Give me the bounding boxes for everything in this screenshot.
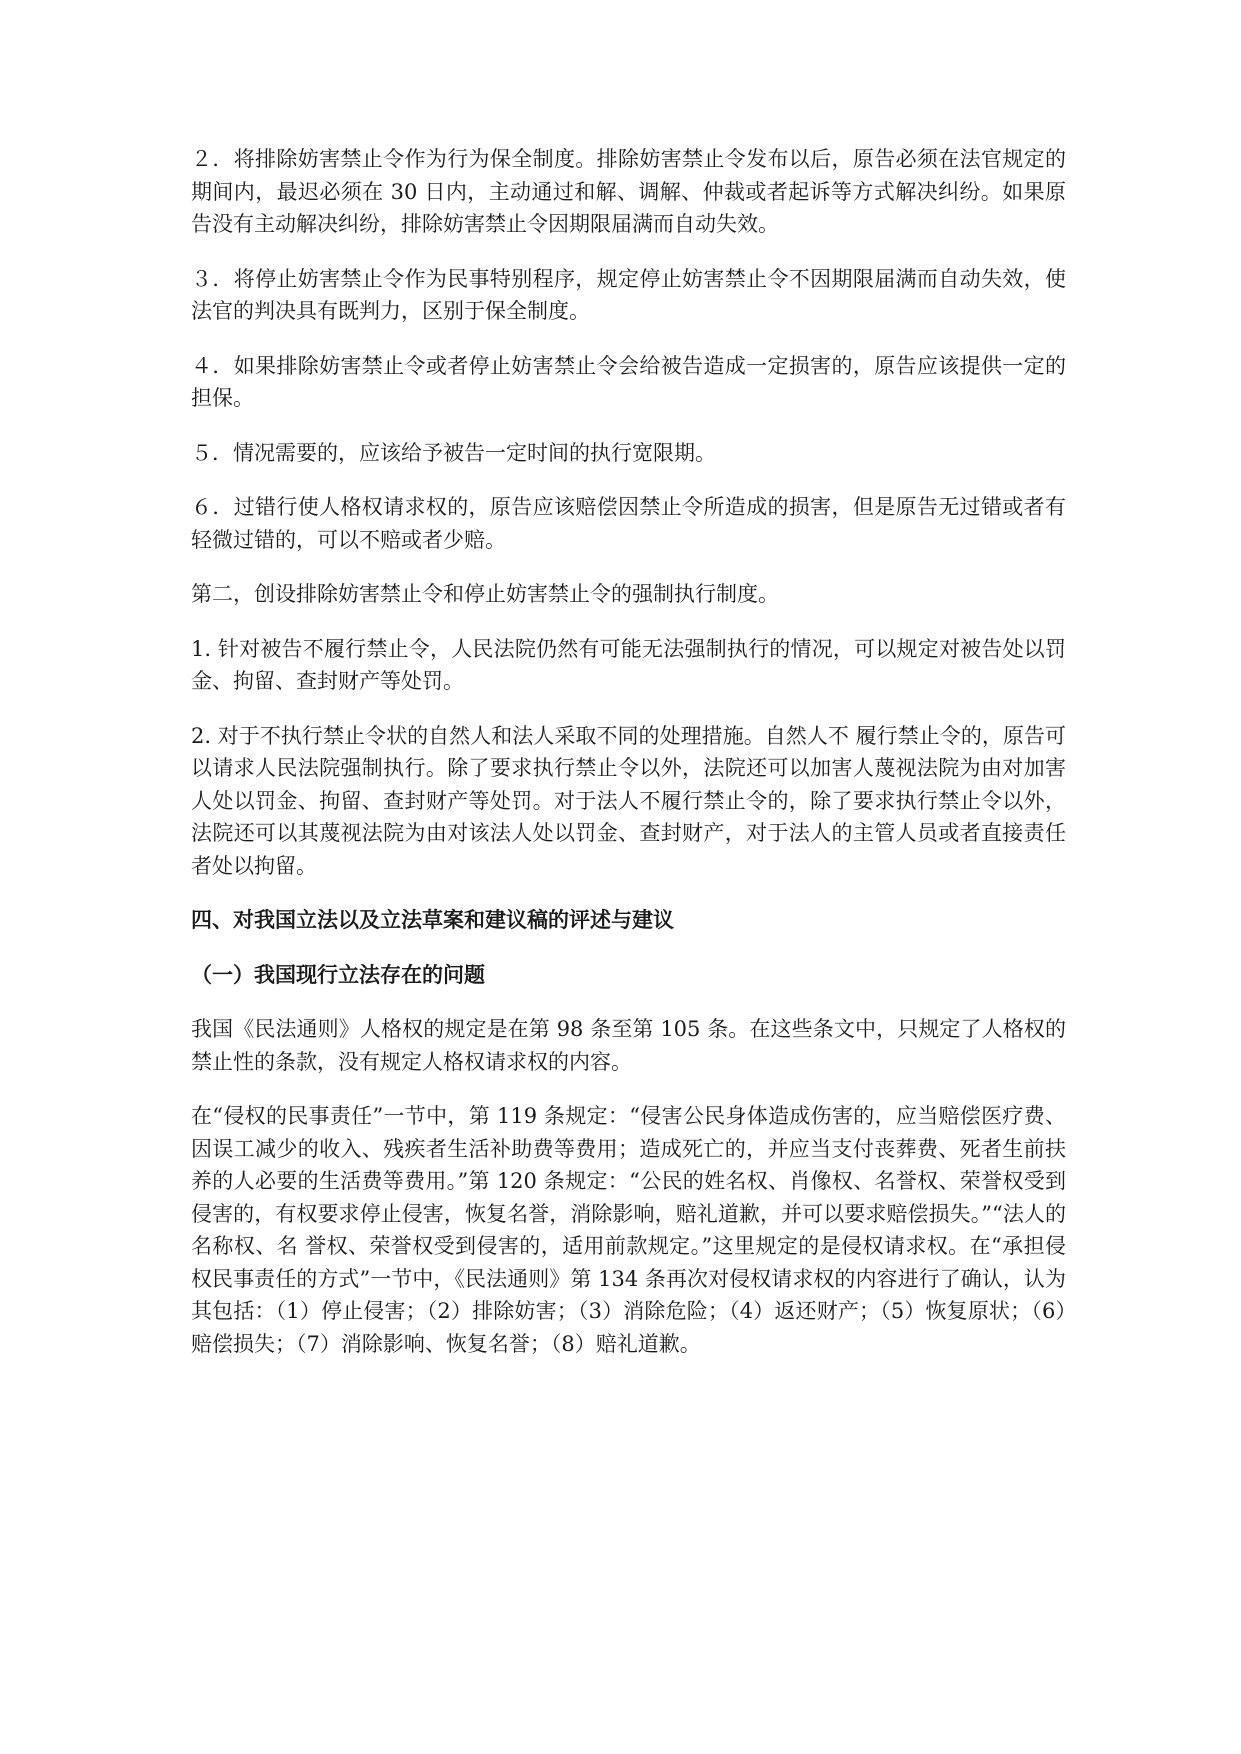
paragraph-item-4: ４．如果排除妨害禁止令或者停止妨害禁止令会给被告造成一定损害的，原告应该提供一定的担保。 bbox=[191, 353, 1066, 410]
subsection-heading: （一）我国现行立法存在的问题 bbox=[191, 962, 485, 987]
paragraph-item-6: ６．过错行使人格权请求权的，原告应该赔偿因禁止令所造成的损害，但是原告无过错或者有轻微过错的，可以不赔或者少赔。 bbox=[191, 495, 1066, 552]
paragraph-item-5: ５．情况需要的，应该给予被告一定时间的执行宽限期。 bbox=[191, 440, 716, 465]
paragraph-second-point: 第二，创设排除妨害禁止令和停止妨害禁止令的强制执行制度。 bbox=[191, 582, 779, 606]
paragraph-civil-law-rules: 我国《民法通则》人格权的规定是在第 98 条至第 105 条。在这些条文中，只规定了人格权的禁止性的条款，没有规定人格权请求权的内容。 bbox=[191, 1017, 1066, 1074]
paragraph-item-2: ２．将排除妨害禁止令作为行为保全制度。排除妨害禁止令发布以后，原告必须在法官规定的期间内，最迟必须在 30 日内，主动通过和解、调解、仲裁或者起诉等方式解决纠纷。如果原告没有主动解决纠纷，排除妨害禁止令因期限届满而自动失效。 bbox=[191, 147, 1066, 236]
paragraph-item-3: ３．将停止妨害禁止令作为民事特别程序，规定停止妨害禁止令不因期限届满而自动失效，使法官的判决具有既判力，区别于保全制度。 bbox=[191, 266, 1066, 323]
document-page bbox=[191, 143, 1066, 1382]
paragraph-tort-liability: 在“侵权的民事责任”一节中，第 119 条规定：“侵害公民身体造成伤害的，应当赔偿医疗费、因误工减少的收入、残疾者生活补助费等费用；造成死亡的，并应当支付丧葬费、死者生前扶养的人必要的生活费等费用。”第 120 条规定：“公民的姓名权、肖像权、名誉权、荣誉权受到侵害的，有权要求停止侵害，恢复名誉，消除影响，赔礼道歉，并可以要求赔偿损失。”“法人的名称权、名 誉权、荣誉权受到侵害的，适用前款规定。”这里规定的是侵权请求权。在“承担侵权民事责任的方式”一节中，《民法通则》第 134 条再次对侵权请求权的内容进行了确认，认为其包括：（1）停止侵害；（2）排除妨害；（3）消除危险；（4）返还财产；（5）恢复原状；（6）赔偿损失；（7）消除影响、恢复名誉；（8）赔礼道歉。 bbox=[191, 1104, 1066, 1356]
paragraph-enforcement-1: 1. 针对被告不履行禁止令，人民法院仍然有可能无法强制执行的情况，可以规定对被告处以罚金、拘留、查封财产等处罚。 bbox=[191, 636, 1066, 693]
section-heading: 四、对我国立法以及立法草案和建议稿的评述与建议 bbox=[191, 908, 674, 932]
paragraph-enforcement-2: 2. 对于不执行禁止令状的自然人和法人采取不同的处理措施。自然人不 履行禁止令的，原告可以请求人民法院强制执行。除了要求执行禁止令以外，法院还可以加害人蔑视法院为由对加害人处以罚金、拘留、查封财产等处罚。对于法人不履行禁止令的，除了要求执行禁止令以外，法院还可以其蔑视法院为由对该法人处以罚金、查封财产，对于法人的主管人员或者直接责任者处以拘留。 bbox=[191, 723, 1066, 878]
